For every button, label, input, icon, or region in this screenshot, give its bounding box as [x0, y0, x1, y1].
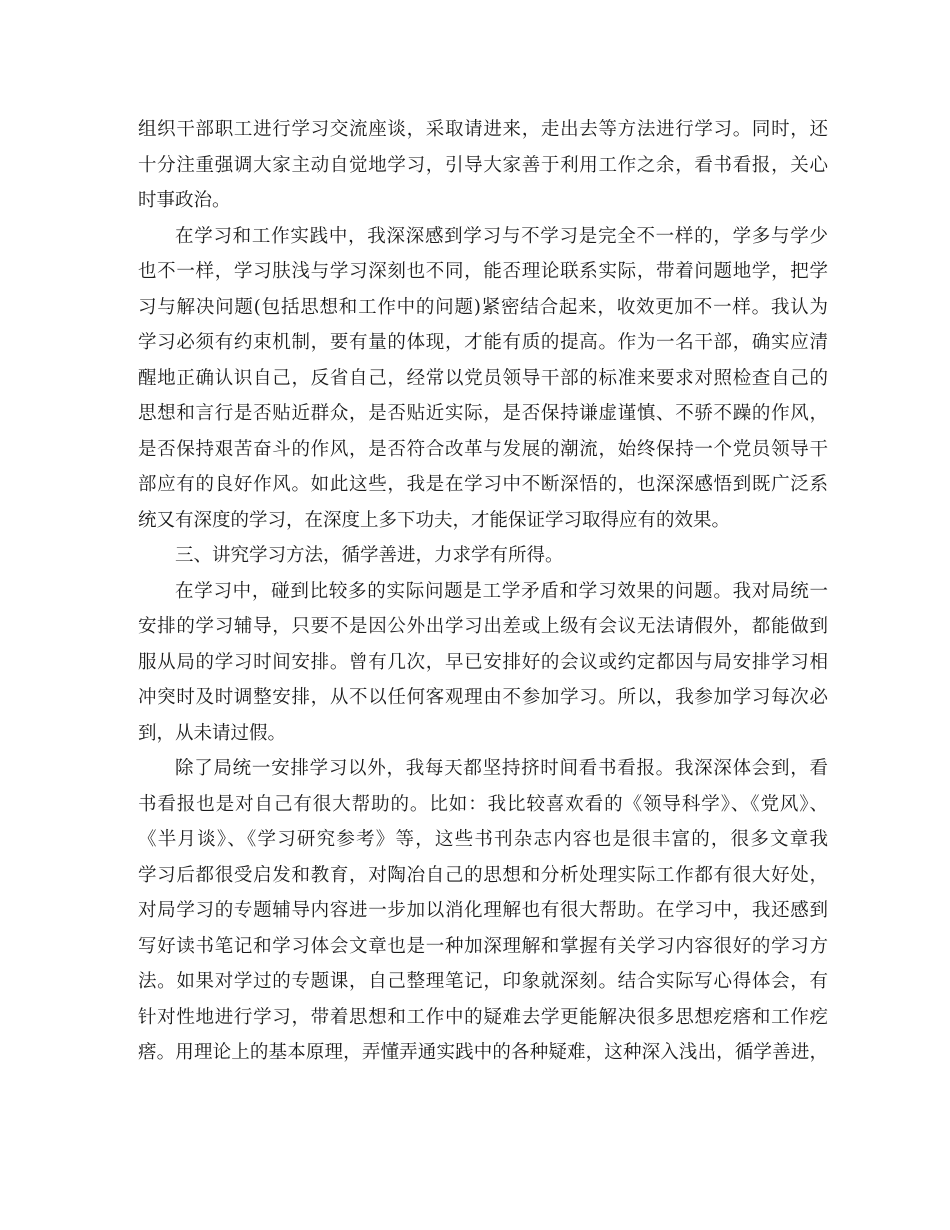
text-line: 习与解决问题(包括思想和工作中的问题)紧密结合起来，收效更加不一样。我认为: [138, 296, 828, 318]
text-line: 安排的学习辅导，只要不是因公外出学习出差或上级有会议无法请假外，都能做到: [138, 616, 828, 637]
text-line: 时事政治。: [138, 190, 231, 211]
text-line: 除了局统一安排学习以外，我每天都坚持挤时间看书看报。我深深体会到，看: [175, 758, 828, 779]
text-line: 三、讲究学习方法，循学善进，力求学有所得。: [175, 545, 564, 566]
text-line: 思想和言行是否贴近群众，是否贴近实际，是否保持谦虚谨慎、不骄不躁的作风，: [138, 403, 828, 424]
text-line: 冲突时及时调整安排，从不以任何客观理由不参加学习。所以，我参加学习每次必: [138, 687, 828, 708]
text-line: 学习必须有约束机制，要有量的体现，才能有质的提高。作为一名干部，确实应清: [138, 332, 828, 353]
text-line: 写好读书笔记和学习体会文章也是一种加深理解和掌握有关学习内容很好的学习方: [138, 935, 828, 957]
text-line: 在学习和工作实践中，我深深感到学习与不学习是完全不一样的，学多与学少: [175, 225, 828, 247]
text-line: 部应有的良好作风。如此这些，我是在学习中不断深悟的，也深深感悟到既广泛系: [138, 474, 828, 495]
text-line: 统又有深度的学习，在深度上多下功夫，才能保证学习取得应有的效果。: [138, 509, 731, 531]
text-line: 也不一样，学习肤浅与学习深刻也不同，能否理论联系实际，带着问题地学，把学: [138, 261, 828, 282]
text-line: 法。如果对学过的专题课，自己整理笔记，印象就深刻。结合实际写心得体会，有: [138, 971, 828, 992]
text-line: 针对性地进行学习，带着思想和工作中的疑难去学更能解决很多思想疙瘩和工作疙: [138, 1006, 828, 1028]
text-line: 瘩。用理论上的基本原理，弄懂弄通实践中的各种疑难，这种深入浅出，循学善进，: [138, 1042, 828, 1063]
text-line: 组织干部职工进行学习交流座谈，采取请进来，走出去等方法进行学习。同时，还: [138, 119, 828, 140]
text-line: 醒地正确认识自己，反省自己，经常以党员领导干部的标准来要求对照检查自己的: [138, 367, 828, 389]
text-line: 十分注重强调大家主动自觉地学习，引导大家善于利用工作之余，看书看报，关心: [138, 154, 828, 176]
text-line: 在学习中，碰到比较多的实际问题是工学矛盾和学习效果的问题。我对局统一: [175, 580, 828, 602]
text-line: 对局学习的专题辅导内容进一步加以消化理解也有很大帮助。在学习中，我还感到: [138, 900, 828, 921]
text-line: 学习后都很受启发和教育，对陶冶自己的思想和分析处理实际工作都有很大好处，: [138, 864, 828, 886]
text-line: 服从局的学习时间安排。曾有几次，早已安排好的会议或约定都因与局安排学习相: [138, 651, 828, 673]
text-line: 书看报也是对自己有很大帮助的。比如：我比较喜欢看的《领导科学》、《党风》、: [138, 793, 828, 815]
text-line: 到，从未请过假。: [138, 722, 287, 744]
text-line: 《半月谈》、《学习研究参考》等，这些书刊杂志内容也是很丰富的，很多文章我: [138, 829, 828, 850]
text-line: 是否保持艰苦奋斗的作风，是否符合改革与发展的潮流，始终保持一个党员领导干: [138, 438, 828, 460]
document-body: [138, 112, 828, 1071]
